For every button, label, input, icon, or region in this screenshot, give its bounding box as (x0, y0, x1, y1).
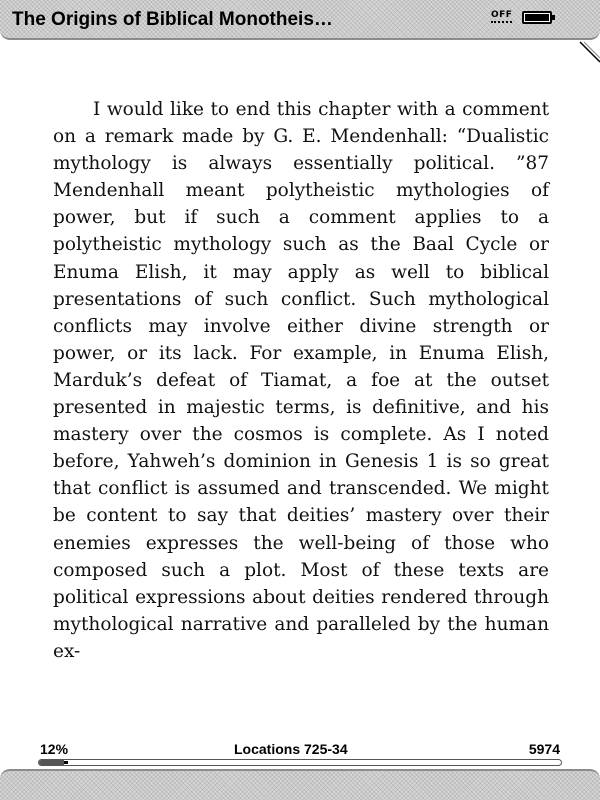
wireless-off-icon: OFF (491, 11, 512, 23)
battery-tip (552, 15, 555, 20)
battery-icon (522, 11, 552, 24)
progress-fill (39, 760, 64, 765)
reading-percent: 12% (40, 741, 69, 757)
book-title: The Origins of Biblical Monotheis… (12, 9, 333, 30)
location-range: Locations 725-34 (234, 741, 348, 757)
status-bar (0, 0, 600, 40)
bottom-bar (0, 769, 600, 800)
page-fold-icon[interactable] (578, 40, 600, 64)
battery-fill (525, 14, 549, 21)
book-page-text: I would like to end this chapter with a comment on a remark made by G. E. Mendenhall: “Dualistic mythology is always essentially political. ”87 Mendenhall meant polytheistic mythologies of power, but if such a comment applies to a polytheistic mythology such as the Baal Cycle or Enuma Elish, it may apply as well to biblical presentations of such conflict. Such mythological conflicts may involve either divine strength or power, or its lack. For example, in Enuma Elish, Marduk’s defeat of Tiamat, a foe at the outset presented in majestic terms, is definitive, and his mastery over the cosmos is complete. As I noted before, Yahweh’s dominion in Genesis 1 is so great that conflict is assumed and transcended. We might be content to say that deities’ mastery over their enemies expresses the well-being of those who composed such a plot. Most of these texts are political expressions about deities rendered through mythological narrative and paralleled by the human ex- (53, 99, 549, 662)
total-locations: 5974 (528, 741, 560, 757)
reading-progress-bar[interactable] (38, 759, 562, 766)
progress-marker (64, 761, 68, 764)
